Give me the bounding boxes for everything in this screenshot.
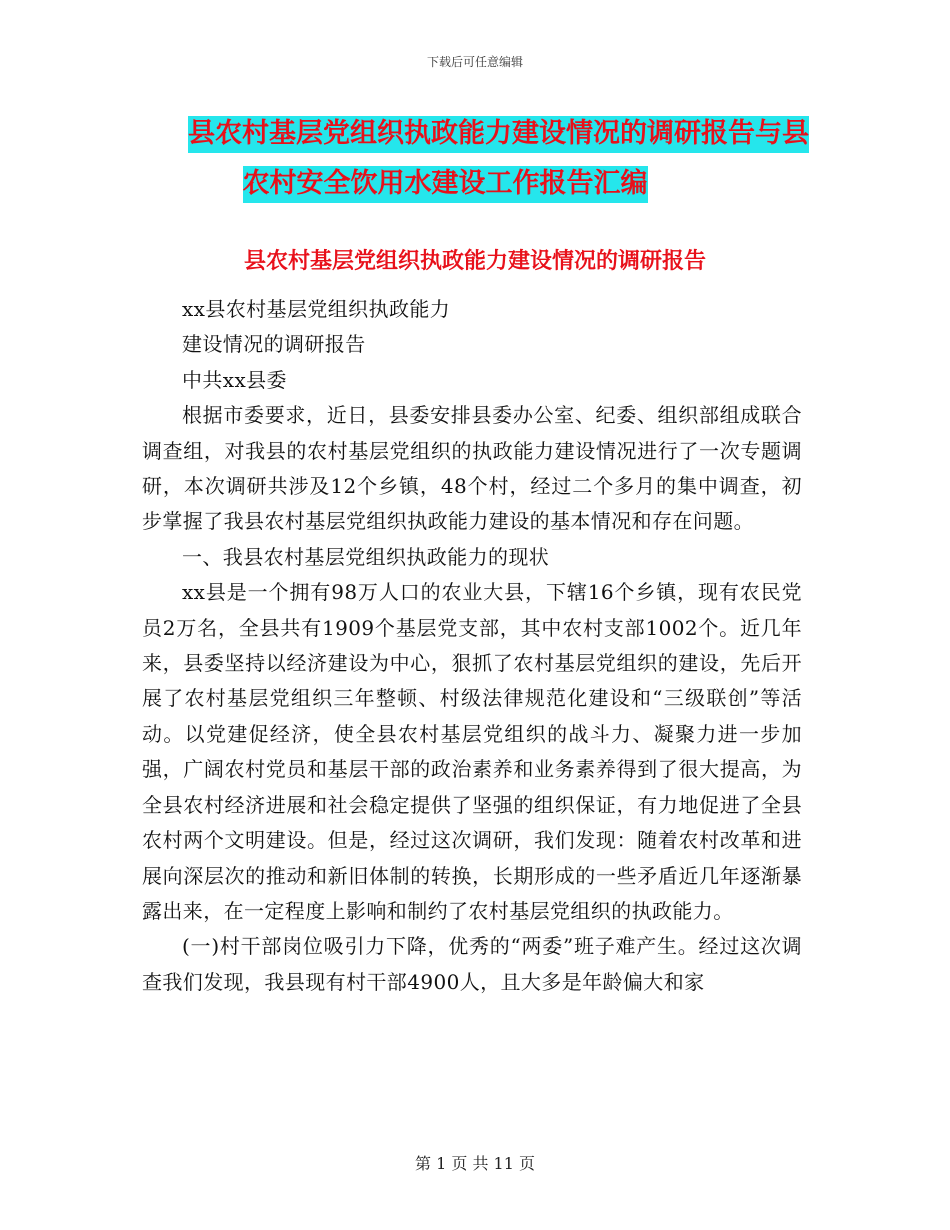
paragraph-intro: 根据市委要求，近日，县委安排县委办公室、纪委、组织部组成联合调查组，对我县的农村基层党组织的执政能力建设情况进行了一次专题调研，本次调研共涉及12个乡镇，48个村，经过二个多月的集中调查，初步掌握了我县农村基层党组织执政能力建设的基本情况和存在问题。 — [142, 403, 802, 534]
document-subtitle: 县农村基层党组织执政能力建设情况的调研报告 — [243, 249, 706, 274]
section-heading-1: 一、我县农村基层党组织执政能力的现状 — [182, 544, 550, 569]
main-title-line-2 — [0, 159, 950, 209]
document-main-title — [0, 109, 950, 209]
paragraph-issue-1: (一)村干部岗位吸引力下降，优秀的“两委”班子难产生。经过这次调查我们发现，我县现有村干部4900人，且大多是年龄偏大和家 — [142, 934, 802, 994]
page-number-footer: 第 1 页 共 11 页 — [415, 1154, 535, 1173]
main-title-line-1-text: 县农村基层党组织执政能力建设情况的调研报告与县 — [188, 116, 809, 153]
document-body — [142, 292, 802, 1000]
header-note: 下载后可任意编辑 — [426, 55, 523, 69]
main-title-line-1 — [0, 109, 950, 159]
report-title-line-2: 建设情况的调研报告 — [182, 332, 366, 357]
main-title-line-2-text: 农村安全饮用水建设工作报告汇编 — [243, 166, 648, 203]
paragraph-status: xx县是一个拥有98万人口的农业大县，下辖16个乡镇，现有农民党员2万名，全县共有1909个基层党支部，其中农村支部1002个。近几年来，县委坚持以经济建设为中心，狠抓了农村基层党组织的建设，先后开展了农村基层党组织三年整顿、村级法律规范化建设和“三级联创”等活动。以党建促经济，使全县农村基层党组织的战斗力、凝聚力进一步加强，广阔农村党员和基层干部的政治素养和业务素养得到了很大提高，为全县农村经济进展和社会稳定提供了坚强的组织保证，有力地促进了全县农村两个文明建设。但是，经过这次调研，我们发现：随着农村改革和进展向深层次的推动和新旧体制的转换，长期形成的一些矛盾近几年逐渐暴露出来，在一定程度上影响和制约了农村基层党组织的执政能力。 — [142, 580, 802, 923]
report-title-line-1: xx县农村基层党组织执政能力 — [182, 297, 451, 321]
report-author: 中共xx县委 — [182, 367, 287, 392]
